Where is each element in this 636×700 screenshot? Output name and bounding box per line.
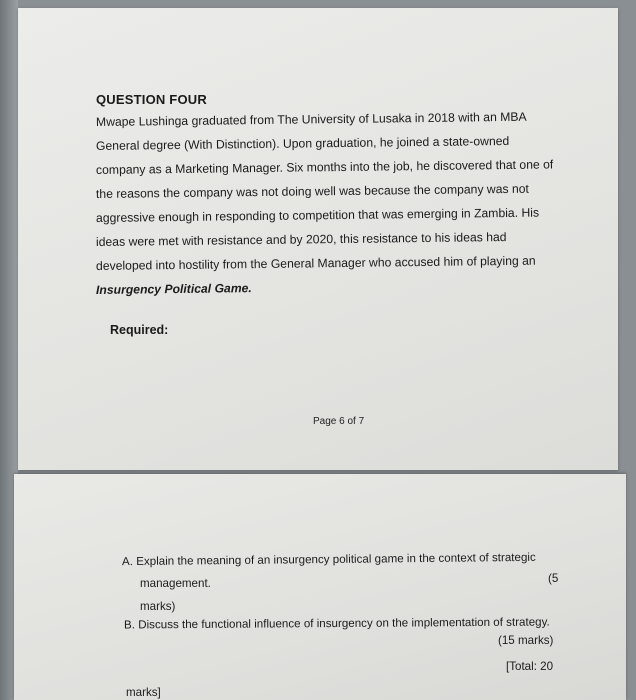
paragraph-line: General degree (With Distinction). Upon graduation, he joined a state-owned	[95, 133, 510, 153]
item-b-marks: (15 marks)	[498, 634, 554, 647]
page-number: Page 6 of 7	[313, 416, 365, 427]
paragraph-line: Insurgency Political Game.	[95, 281, 252, 297]
item-a-line1: A. Explain the meaning of an insurgency political game in the context of strategic	[121, 550, 536, 569]
item-a-line2: management.	[140, 577, 211, 590]
item-a-marks-close: marks)	[140, 600, 176, 613]
total-marks-close: marks]	[126, 686, 161, 699]
paragraph-line: company as a Marketing Manager. Six months into the job, he discovered that one of	[95, 157, 554, 177]
question-paragraph	[96, 110, 572, 302]
total-marks-open: [Total: 20	[506, 660, 554, 673]
item-a-marks-open: (5	[548, 572, 559, 585]
paragraph-line: the reasons the company was not doing well was because the company was not	[95, 181, 529, 201]
paragraph-line: aggressive enough in responding to competition that was emerging in Zambia. His	[95, 205, 540, 225]
paragraph-line: ideas were met with resistance and by 2020, this resistance to his ideas had	[95, 229, 507, 249]
paragraph-line: Mwape Lushinga graduated from The University of Lusaka in 2018 with an MBA	[95, 109, 527, 129]
item-b-line1: B. Discuss the functional influence of insurgency on the implementation of strategy.	[123, 615, 550, 632]
paragraph-line: developed into hostility from the General Manager who accused him of playing an	[95, 253, 536, 273]
question-heading: QUESTION FOUR	[96, 92, 207, 107]
required-label: Required:	[110, 323, 169, 337]
